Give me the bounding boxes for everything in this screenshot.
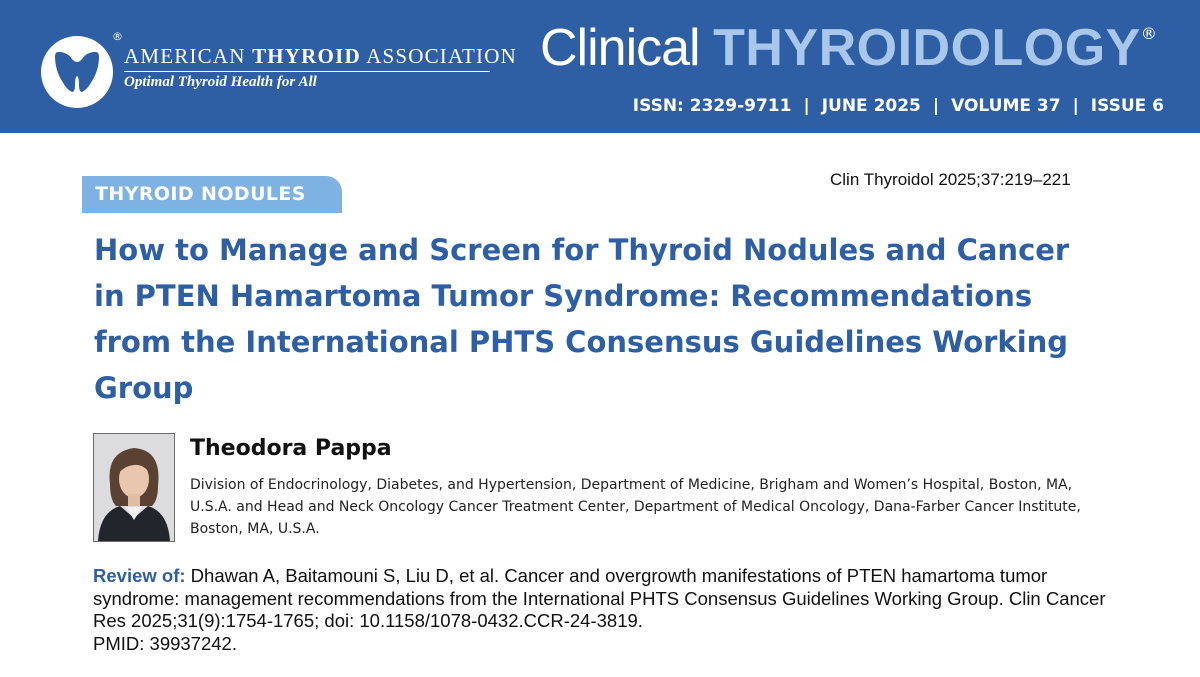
pmid: PMID: 39937242. (93, 632, 237, 654)
journal-registered-mark: ® (1140, 24, 1157, 43)
separator: | (1072, 96, 1079, 116)
org-tagline: Optimal Thyroid Health for All (124, 74, 317, 90)
ata-thyroid-logo-icon (41, 36, 113, 108)
author-photo (93, 433, 175, 542)
journal-title-light: Clinical (540, 19, 714, 77)
separator: | (932, 96, 940, 116)
article-title: How to Manage and Screen for Thyroid Nodules and Cancer in PTEN Hamartoma Tumor Syndrome: Recommendations from the International PHTS Consensus Guidelines Working Group (94, 233, 1070, 405)
registered-mark: ® (112, 30, 123, 43)
org-name (124, 44, 517, 69)
org-name-suffix: ASSOCIATION (360, 44, 517, 68)
org-name-bold: THYROID (252, 44, 361, 68)
org-divider (124, 71, 490, 72)
volume: VOLUME 37 (951, 96, 1061, 116)
review-label: Review of: (93, 565, 186, 586)
issue-number: ISSUE 6 (1090, 96, 1164, 116)
citation: Clin Thyroidol 2025;37:219–221 (830, 170, 1071, 189)
review-citation (93, 565, 1123, 655)
org-name-prefix: AMERICAN (124, 44, 253, 68)
issue-date: JUNE 2025 (821, 96, 921, 116)
issue-info (633, 96, 1164, 116)
author-affiliation: Division of Endocrinology, Diabetes, and Hypertension, Department of Medicine, Brigham and Women’s Hospital, Boston, MA, U.S.A. and Head and Neck Oncology Cancer Treatment Center, Department of Medical Oncology, Dana-Farber Cancer Institute, Boston, MA, U.S.A. (190, 477, 1081, 537)
separator: | (803, 96, 810, 116)
journal-title-strong: THYROIDOLOGY (713, 19, 1141, 77)
review-text: Dhawan A, Baitamouni S, Liu D, et al. Cancer and overgrowth manifestations of PTEN hamartoma tumor syndrome: management recommendations from the International PHTS Consensus Guidelines Working Group. Clin Cancer Res 2025;31(9):1754-1765; doi: 10.1158/1078-0432.CCR-24-3819. (93, 565, 1106, 631)
journal-title (540, 16, 1157, 92)
author-name: Theodora Pappa (190, 436, 392, 461)
section-label: THYROID NODULES (95, 183, 306, 205)
issn: ISSN: 2329-9711 (632, 96, 792, 116)
journal-header (0, 0, 1200, 133)
section-tab (82, 176, 342, 213)
